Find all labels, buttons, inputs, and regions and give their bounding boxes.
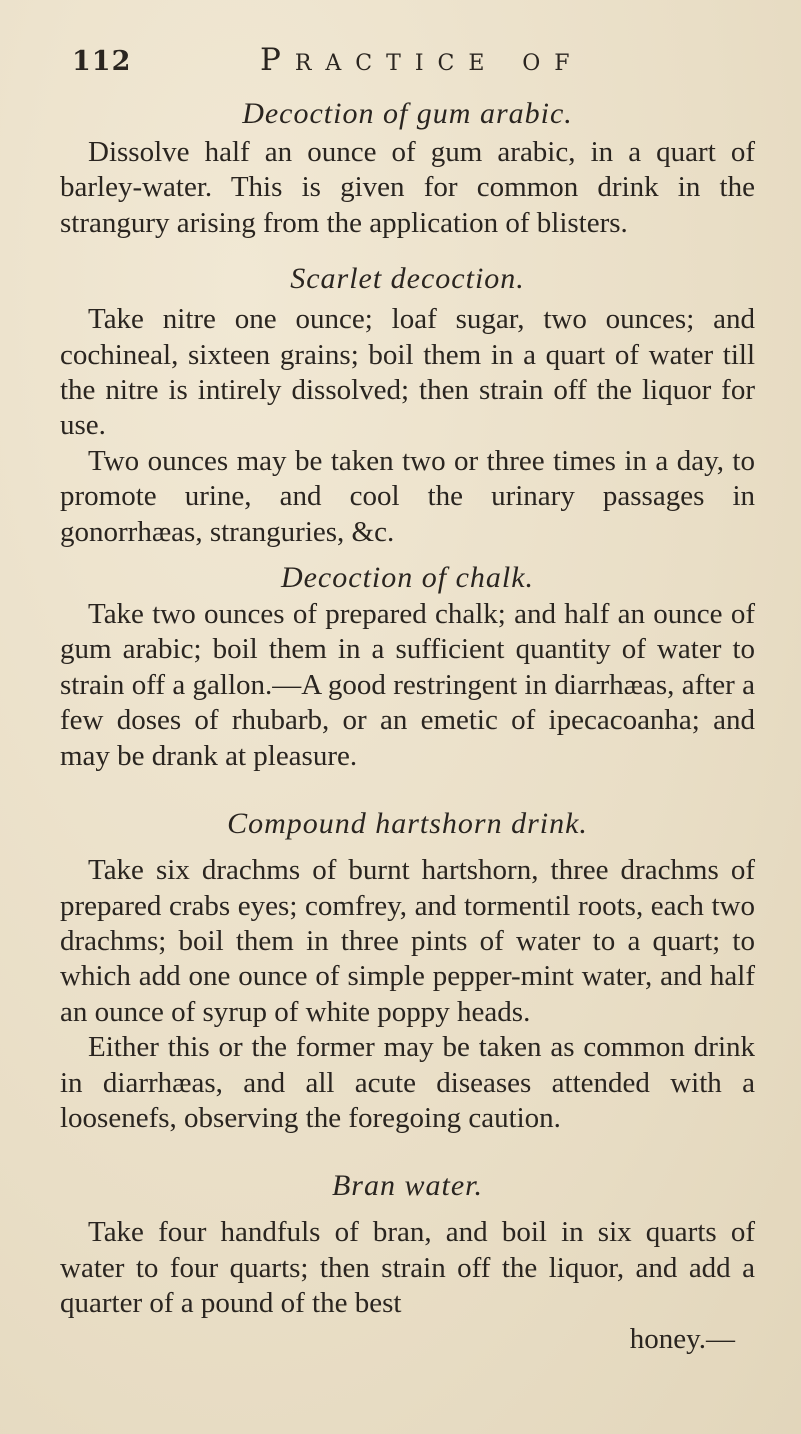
paragraph: Take two ounces of prepared chalk; and half an ounce of gum arabic; boil them in a sufficient quantity of water to strain off a gallon.—A good restringent in diarrhæas, after a few doses of rhubarb, or an emetic of ipecacoanha; and may be drank at pleasure. [60,598,755,772]
section-heading: Decoction of chalk. [280,561,535,595]
paragraph: Take four handfuls of bran, and boil in six quarts of water to four quarts; then strain off the liquor, and add a quarter of a pound of the best [60,1216,755,1320]
paragraph: Dissolve half an ounce of gum arabic, in a quart of barley-water. This is given for common drink in the strangury arising from the application of blisters. [60,136,755,239]
section-heading: Decoction of gum arabic. [242,97,573,130]
section-heading: Compound hartshorn drink. [227,807,588,841]
running-title: Practice of [260,42,584,78]
paragraph: Two ounces may be taken two or three times in a day, to promote urine, and cool the urinary passages in gonorrhæas, stranguries, &c. [60,444,755,548]
catchword: honey.— [629,1322,735,1355]
section-heading: Bran water. [331,1169,483,1203]
paragraph: Take six drachms of burnt hartshorn, three drachms of prepared crabs eyes; comfrey, and tormentil roots, each two drachms; boil them in three pints of water to a quart; to which add one ounce of simple pepper-mint water, and half an ounce of syrup of white poppy heads. [60,854,755,1028]
running-head [60,42,753,86]
paragraph: Either this or the former may be taken as common drink in diarrhæas, and all acute diseases attended with a loosenefs, observing the foregoing caution. [60,1031,755,1134]
section-heading: Scarlet decoction. [290,262,525,296]
page-number: 112 [72,46,132,77]
paragraph: Take nitre one ounce; loaf sugar, two ounces; and cochineal, sixteen grains; boil them in a quart of water till the nitre is intirely dissolved; then strain off the liquor for use. [60,303,755,442]
page-body [60,94,755,1357]
